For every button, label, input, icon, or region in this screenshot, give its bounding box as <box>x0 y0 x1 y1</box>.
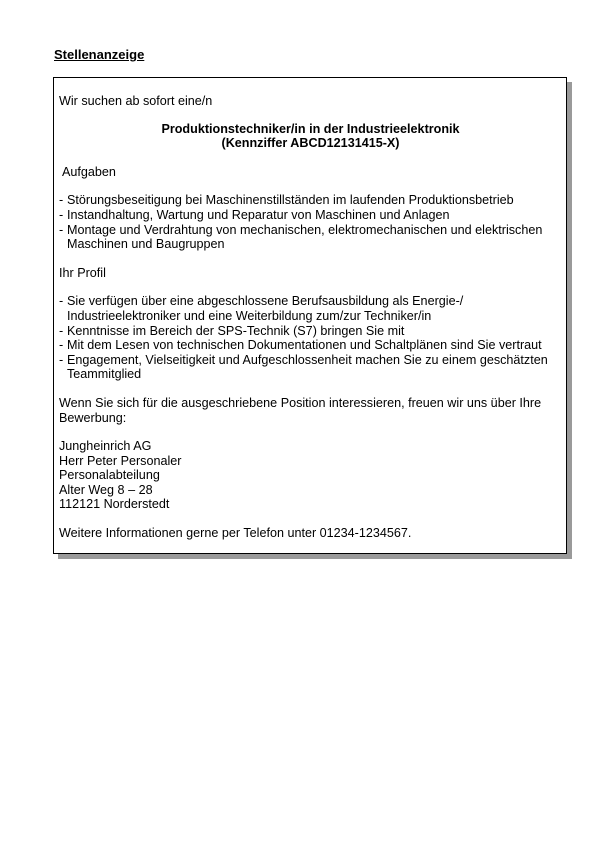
list-item-text: Mit dem Lesen von technischen Dokumentationen und Schaltplänen sind Sie vertraut <box>67 338 542 353</box>
list-dash: - <box>59 352 64 367</box>
list-dash: - <box>59 193 64 208</box>
list-item-text: Sie verfügen über eine abgeschlossene Berufsausbildung als Energie-/ <box>67 294 464 309</box>
footer-info: Weitere Informationen gerne per Telefon unter 01234-1234567. <box>59 526 412 541</box>
list-dash: - <box>59 294 64 309</box>
contact-company: Jungheinrich AG <box>59 439 152 454</box>
profile-heading: Ihr Profil <box>59 265 106 280</box>
list-item <box>59 193 562 208</box>
list-item <box>59 324 562 339</box>
job-reference-number: (Kennziffer ABCD12131415-X) <box>221 136 400 151</box>
closing-text-continued: Bewerbung: <box>59 410 127 425</box>
list-item-text: Störungsbeseitigung bei Maschinenstillständen im laufenden Produktionsbetrieb <box>67 193 514 208</box>
list-item-text: Montage und Verdrahtung von mechanischen, elektromechanischen und elektrischen <box>67 222 543 237</box>
profile-list <box>59 294 562 382</box>
list-item-text: Kenntnisse im Bereich der SPS-Technik (S7) bringen Sie mit <box>67 323 405 338</box>
list-dash: - <box>59 338 64 353</box>
list-item <box>59 208 562 223</box>
list-item <box>59 338 562 353</box>
list-item <box>59 294 562 323</box>
job-ad-box <box>53 77 567 554</box>
contact-department: Personalabteilung <box>59 468 160 483</box>
list-dash: - <box>59 207 64 222</box>
list-item-text-continued: Industrieelektroniker und eine Weiterbildung zum/zur Techniker/in <box>67 308 432 323</box>
list-item-text-continued: Maschinen und Baugruppen <box>67 237 225 252</box>
contact-city: 112121 Norderstedt <box>59 497 170 512</box>
tasks-heading: Aufgaben <box>62 164 116 179</box>
list-item <box>59 223 562 252</box>
ad-intro: Wir suchen ab sofort eine/n <box>59 94 213 108</box>
list-dash: - <box>59 323 64 338</box>
list-dash: - <box>59 222 64 237</box>
list-item-text: Engagement, Vielseitigkeit und Aufgeschlossenheit machen Sie zu einem geschätzten <box>67 352 548 367</box>
page-title: Stellenanzeige <box>54 47 145 62</box>
closing-paragraph <box>59 396 562 425</box>
list-item-text: Instandhaltung, Wartung und Reparatur von Maschinen und Anlagen <box>67 207 450 222</box>
job-title-block <box>59 122 562 151</box>
job-title: Produktionstechniker/in in der Industrieelektronik <box>161 121 460 136</box>
closing-text: Wenn Sie sich für die ausgeschriebene Position interessieren, freuen wir uns über Ihre <box>59 395 542 410</box>
contact-address <box>59 439 562 512</box>
list-item <box>59 353 562 382</box>
tasks-list <box>59 193 562 251</box>
contact-street: Alter Weg 8 – 28 <box>59 482 153 497</box>
list-item-text-continued: Teammitglied <box>67 367 142 382</box>
contact-person: Herr Peter Personaler <box>59 453 182 468</box>
